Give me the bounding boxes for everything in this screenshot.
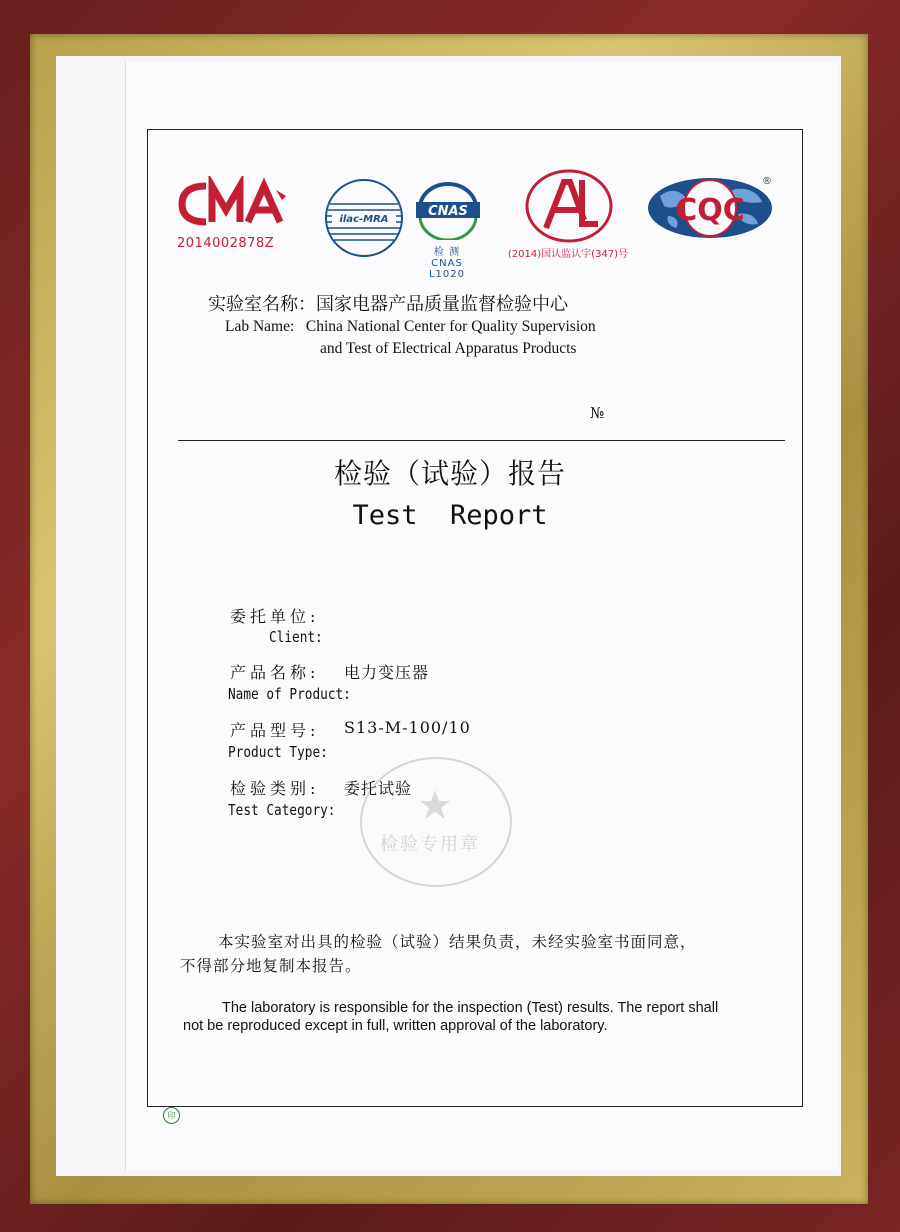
report-title-cn: 检验（试验）报告 [333,457,566,490]
lab-name-cn: 实验室名称：国家电器产品质量监督检验中心 [208,294,568,315]
printer-mark-icon: 印 [163,1107,180,1124]
field-product-type-label-en: Product Type: [228,743,328,761]
disclaimer-cn-line2: 不得部分地复制本报告。 [180,957,362,975]
disclaimer-cn-line1: 本实验室对出具的检验（试验）结果负责，未经实验室书面同意， [218,933,697,951]
field-test-category-label-en: Test Category: [228,801,336,819]
seal-text: 检验专用章 [380,834,480,855]
report-number-mark: № [590,404,605,422]
field-test-category-value: 委托试验 [344,779,413,798]
ccc-globe-logo [646,176,774,240]
field-product-type-value: S13-M-100/10 [344,718,471,737]
cnas-caption [412,243,482,280]
field-product-name-value: 电力变压器 [344,663,430,682]
cma-logo [176,176,288,232]
cnas-logo [410,178,486,240]
svg-text:CQC: CQC [675,193,745,228]
cnas-caption-cn: 检 测 [433,247,461,258]
svg-text:CNAS: CNAS [428,204,468,219]
field-product-type-label-cn: 产品型号: [230,721,320,740]
disclaimer-en-line1: The laboratory is responsible for the inspection (Test) results. The report shall [222,1000,719,1016]
field-product-name-label-cn: 产品名称: [230,663,320,682]
cnas-caption-code: CNAS L1020 [428,258,466,280]
cal-caption: (2014)国认监认字(347)号 [507,249,629,260]
field-product-name-label-en: Name of Product: [228,685,351,703]
seal-star-icon [418,788,452,822]
lab-name-en-line2: and Test of Electrical Apparatus Products [320,340,577,357]
report-title-en: Test Report [352,500,548,531]
svg-text:ilac-MRA: ilac-MRA [339,214,389,225]
registered-mark: ® [762,176,772,187]
disclaimer-en-line2: not be reproduced except in full, written approval of the laboratory. [183,1018,608,1034]
field-client-label-en: Client: [269,628,323,646]
field-test-category-label-cn: 检验类别: [230,779,320,798]
divider-line [178,440,785,441]
lab-name-en-line1: Lab Name: China National Center for Quality Supervision [225,318,596,335]
ilac-mra-logo [322,176,406,260]
cal-logo [524,168,614,244]
field-client-label-cn: 委托单位: [230,607,320,626]
cma-number: 2014002878Z [177,236,275,251]
